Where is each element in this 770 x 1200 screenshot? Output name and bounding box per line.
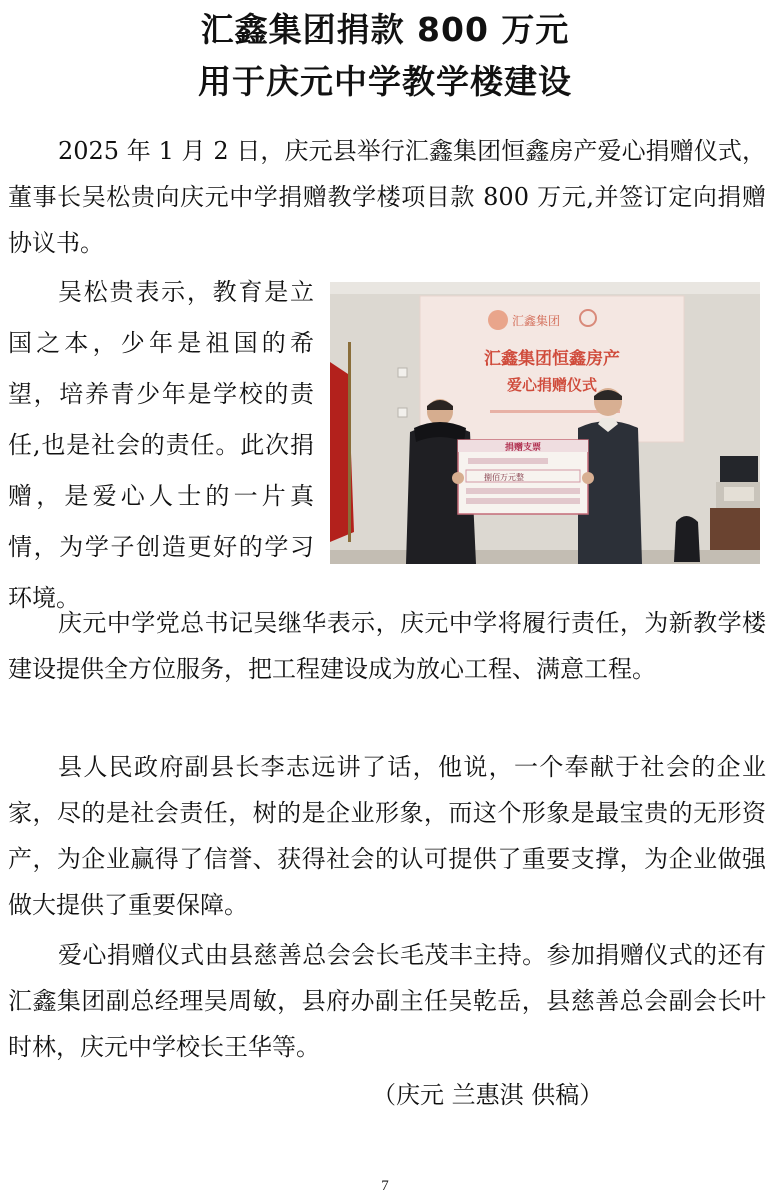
cheque-amount: 捌佰万元整: [484, 473, 524, 482]
paragraph-intro: 2025 年 1 月 2 日，庆元县举行汇鑫集团恒鑫房产爱心捐赠仪式，董事长吴松贵向庆元中学捐赠教学楼项目款 800 万元,并签订定向捐赠协议书。: [8, 137, 766, 257]
paragraph-school-remarks: 庆元中学党总书记吴继华表示，庆元中学将履行责任，为新教学楼建设提供全方位服务，把工程建设成为放心工程、满意工程。: [8, 609, 766, 683]
paragraph-government-remarks: 县人民政府副县长李志远讲了话，他说，一个奉献于社会的企业家，尽的是社会责任，树的是企业形象，而这个形象是最宝贵的无形资产，为企业赢得了信誉、获得社会的认可提供了重要支撑，为企业做强做大提供了重要保障。: [8, 753, 766, 919]
screen-title-line2: 爱心捐赠仪式: [506, 376, 598, 394]
ceremony-photo: [330, 282, 760, 564]
screen-logo-text: 汇鑫集团: [512, 314, 561, 328]
paragraph-attendees: 爱心捐赠仪式由县慈善总会会长毛茂丰主持。参加捐赠仪式的还有汇鑫集团副总经理吴周敏，县府办副主任吴乾岳，县慈善总会副会长叶时林，庆元中学校长王华等。: [8, 941, 766, 1061]
article-credit: （庆元 兰惠淇 供稿）: [372, 1081, 604, 1109]
article-title-line1: 汇鑫集团捐款 800 万元: [200, 10, 570, 49]
cheque-title: 捐赠支票: [504, 443, 542, 453]
page-number: 7: [381, 1178, 389, 1194]
paragraph-donor-remarks: 吴松贵表示，教育是立国之本，少年是祖国的希望，培养青少年是学校的责任,也是社会的责任。此次捐赠，是爱心人士的一片真情，为学子创造更好的学习环境。: [8, 278, 314, 612]
article-title-line2: 用于庆元中学教学楼建设: [198, 62, 572, 101]
screen-title-line1: 汇鑫集团恒鑫房产: [484, 349, 620, 369]
